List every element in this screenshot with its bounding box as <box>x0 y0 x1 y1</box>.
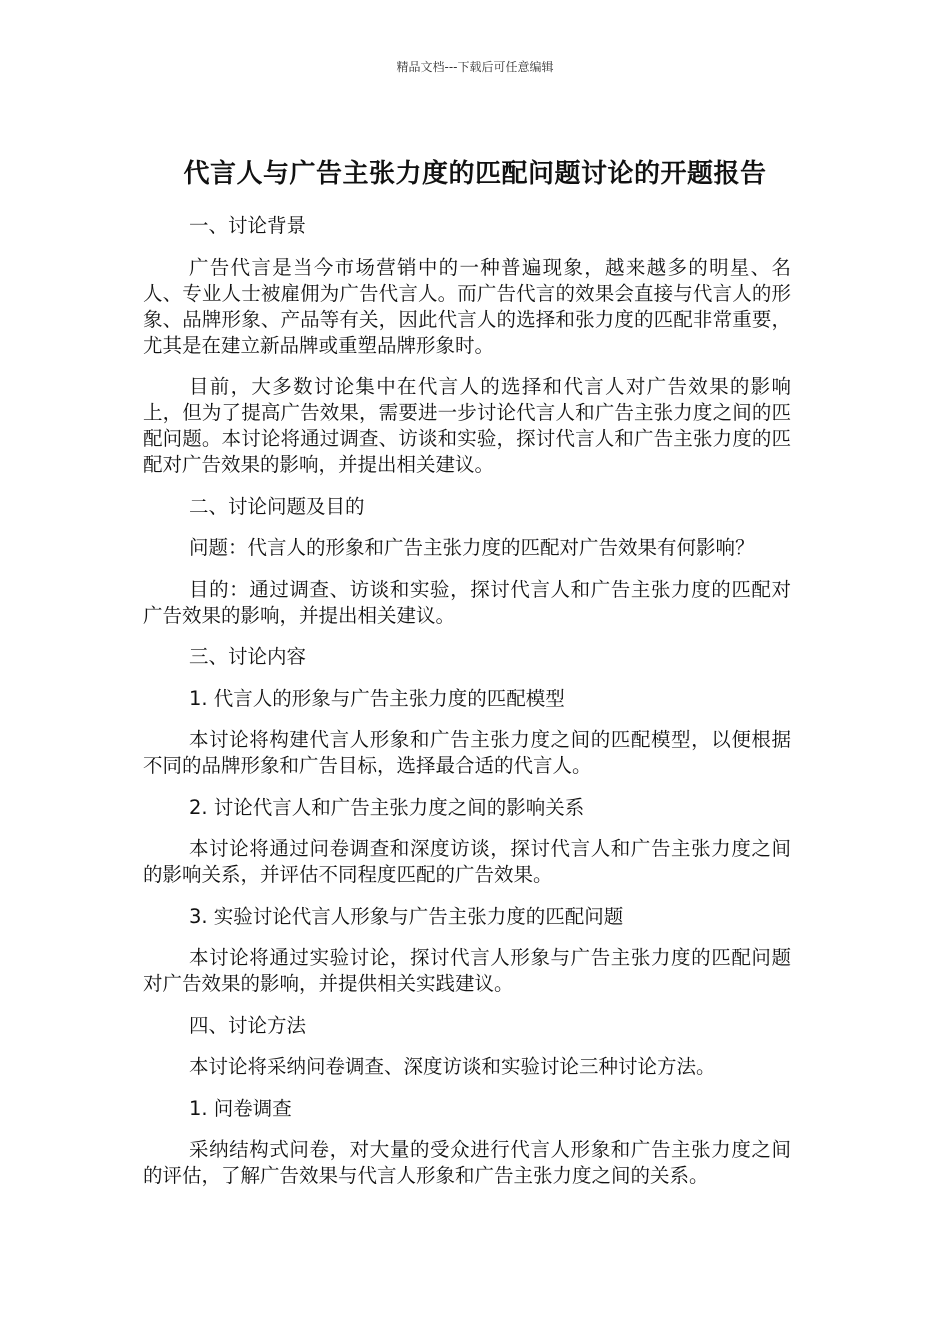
subsection-heading: 2. 讨论代言人和广告主张力度之间的影响关系 <box>189 795 585 819</box>
body-paragraph: 目前，大多数讨论集中在代言人的选择和代言人对广告效果的影响上，但为了提高广告效果，需要进一步讨论代言人和广告主张力度之间的匹配问题。本讨论将通过调查、访谈和实验，探讨代言人和广告主张力度的匹配对广告效果的影响，并提出相关建议。 <box>143 375 791 476</box>
section-heading: 一、讨论背景 <box>189 214 307 237</box>
body-paragraph: 采纳结构式问卷，对大量的受众进行代言人形象和广告主张力度之间的评估，了解广告效果与代言人形象和广告主张力度之间的关系。 <box>143 1138 791 1187</box>
page-header: 精品文档---下载后可任意编辑 <box>396 60 554 74</box>
subsection-heading: 1. 问卷调查 <box>189 1096 292 1120</box>
section-heading: 四、讨论方法 <box>189 1013 307 1037</box>
body-paragraph: 目的：通过调查、访谈和实验，探讨代言人和广告主张力度的匹配对广告效果的影响，并提出相关建议。 <box>143 577 791 627</box>
body-paragraph: 本讨论将通过问卷调查和深度访谈，探讨代言人和广告主张力度之间的影响关系，并评估不同程度匹配的广告效果。 <box>143 837 791 886</box>
body-paragraph: 广告代言是当今市场营销中的一种普遍现象，越来越多的明星、名人、专业人士被雇佣为广告代言人。而广告代言的效果会直接与代言人的形象、品牌形象、产品等有关，因此代言人的选择和张力度的匹配非常重要，尤其是在建立新品牌或重塑品牌形象时。 <box>143 255 791 357</box>
document-body <box>143 213 791 1205</box>
body-paragraph: 本讨论将通过实验讨论，探讨代言人形象与广告主张力度的匹配问题对广告效果的影响，并提供相关实践建议。 <box>143 946 791 995</box>
section-heading: 三、讨论内容 <box>189 645 307 668</box>
subsection-heading: 3. 实验讨论代言人形象与广告主张力度的匹配问题 <box>189 904 624 928</box>
body-paragraph: 本讨论将构建代言人形象和广告主张力度之间的匹配模型，以便根据不同的品牌形象和广告目标，选择最合适的代言人。 <box>143 728 791 777</box>
document-title: 代言人与广告主张力度的匹配问题讨论的开题报告 <box>183 159 767 190</box>
section-heading: 二、讨论问题及目的 <box>189 494 365 518</box>
body-paragraph: 问题：代言人的形象和广告主张力度的匹配对广告效果有何影响？ <box>189 536 755 559</box>
body-paragraph: 本讨论将采纳问卷调查、深度访谈和实验讨论三种讨论方法。 <box>189 1055 716 1078</box>
subsection-heading: 1. 代言人的形象与广告主张力度的匹配模型 <box>189 686 565 710</box>
